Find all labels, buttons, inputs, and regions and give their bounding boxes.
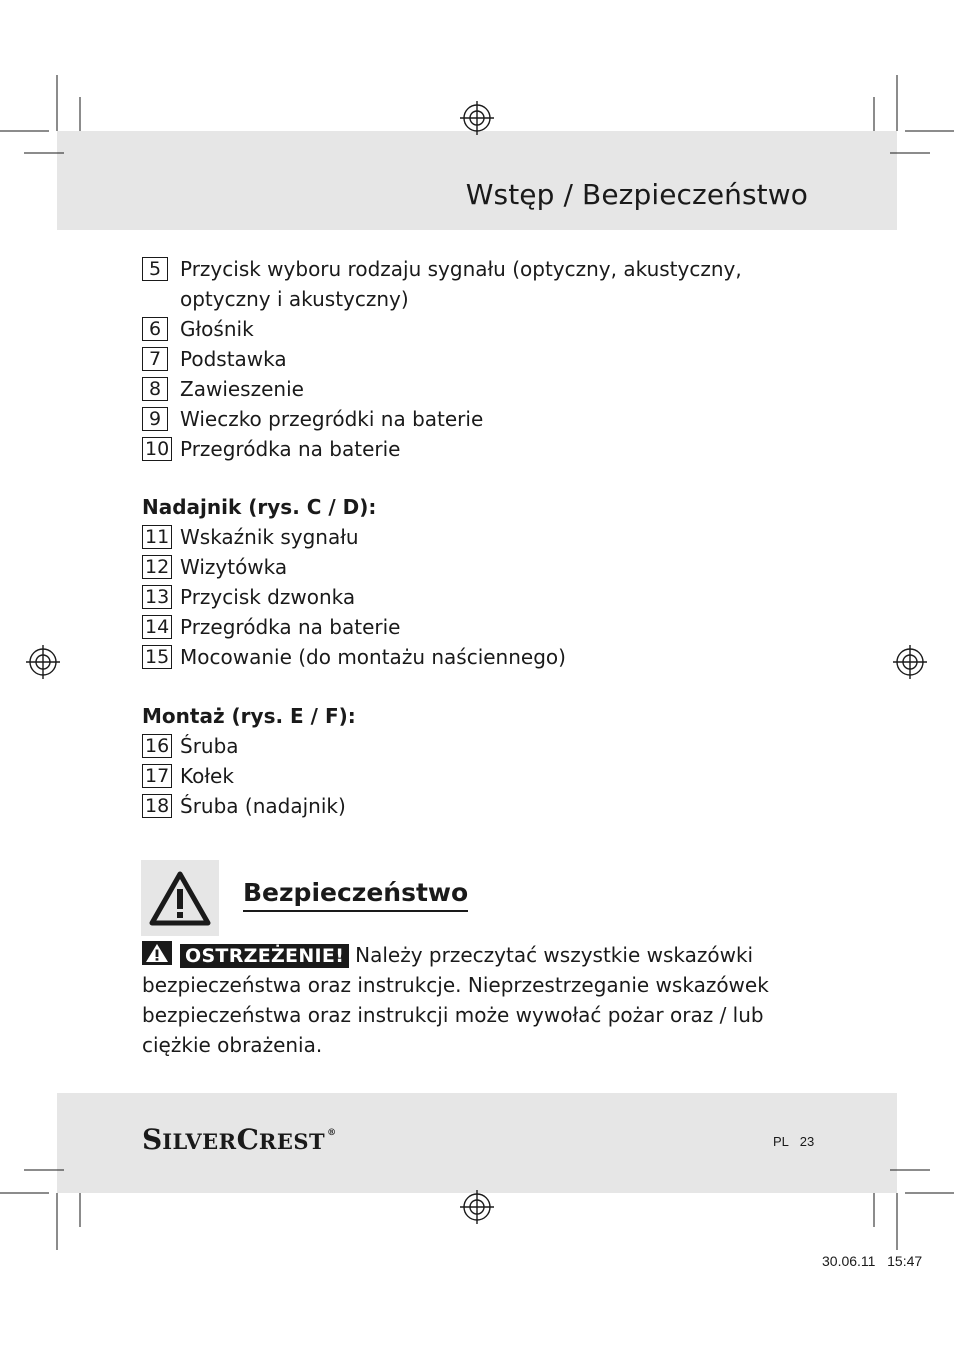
- item-number: 17: [142, 764, 172, 788]
- item-number: 13: [142, 585, 172, 609]
- item-text: Przycisk dzwonka: [180, 585, 356, 609]
- warning-label: OSTRZEŻENIE!: [180, 944, 349, 968]
- item-number: 14: [142, 615, 172, 639]
- registration-mark-left: [26, 645, 60, 679]
- item-text: Przycisk wyboru rodzaju sygnału (optyczny, akustyczny, optyczny i akustyczny): [180, 257, 742, 311]
- item-text: Zawieszenie: [180, 377, 304, 401]
- warning-text: Należy przeczytać wszystkie wskazówki bezpieczeństwa oraz instrukcje. Nieprzestrzeganie wskazówek bezpieczeństwa oraz instrukcji może wywołać pożar oraz / lub ciężkie obrażenia.: [142, 943, 769, 1057]
- item-text: Śruba: [180, 734, 239, 758]
- page-count: 23: [799, 1134, 815, 1149]
- brand-logo: SILVERCREST ®: [142, 1123, 337, 1156]
- item-number: 8: [142, 377, 168, 401]
- item-number: 6: [142, 317, 168, 341]
- item-number: 15: [142, 645, 172, 669]
- language-code: PL: [773, 1134, 789, 1149]
- item-text: Wizytówka: [180, 555, 288, 579]
- item-text: Wieczko przegródki na baterie: [180, 407, 484, 431]
- item-number: 11: [142, 525, 172, 549]
- section-heading: Montaż (rys. E / F):: [142, 704, 356, 728]
- safety-heading: Bezpieczeństwo: [243, 878, 468, 912]
- item-number: 18: [142, 794, 172, 818]
- item-number: 7: [142, 347, 168, 371]
- registration-mark-bottom: [460, 1190, 494, 1224]
- registration-mark-top: [460, 101, 494, 135]
- item-number: 5: [142, 257, 168, 281]
- page-title: Wstęp / Bezpieczeństwo: [465, 178, 808, 211]
- item-text: Głośnik: [180, 317, 254, 341]
- print-timestamp: 30.06.11 15:47: [822, 1253, 923, 1269]
- registration-mark-right: [893, 645, 927, 679]
- item-text: Kołek: [180, 764, 234, 788]
- item-text: Przegródka na baterie: [180, 437, 401, 461]
- item-text: Wskaźnik sygnału: [180, 525, 359, 549]
- item-number: 9: [142, 407, 168, 431]
- item-text: Podstawka: [180, 347, 287, 371]
- item-text: Mocowanie (do montażu naściennego): [180, 645, 566, 669]
- item-number: 16: [142, 734, 172, 758]
- item-number: 12: [142, 555, 172, 579]
- section-heading: Nadajnik (rys. C / D):: [142, 495, 377, 519]
- item-text: Przegródka na baterie: [180, 615, 401, 639]
- item-text: Śruba (nadajnik): [180, 794, 346, 818]
- item-number: 10: [142, 437, 172, 461]
